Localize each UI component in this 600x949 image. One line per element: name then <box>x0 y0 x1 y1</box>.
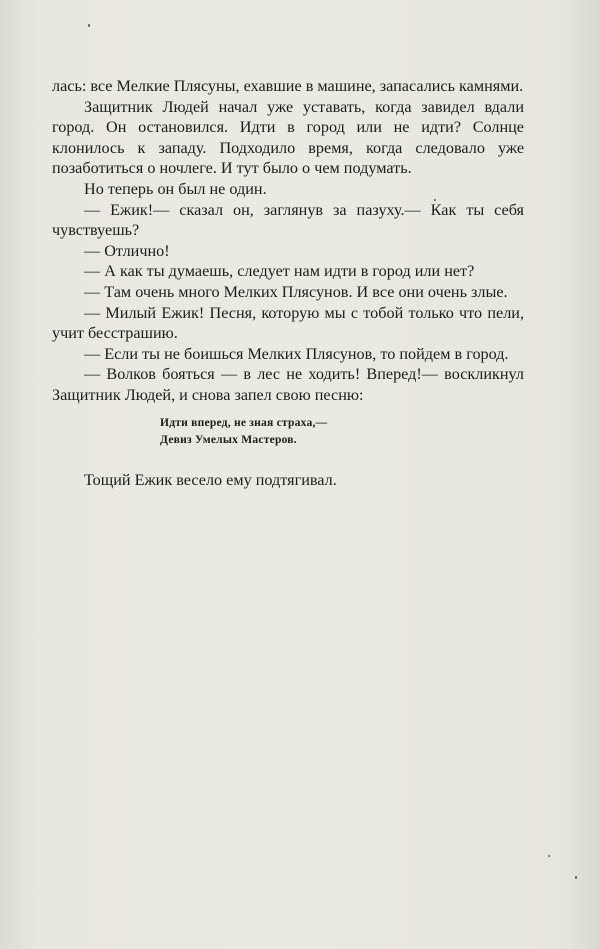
print-speck <box>575 876 577 879</box>
paragraph: Но теперь он был не один. <box>84 179 267 198</box>
print-speck <box>88 24 90 27</box>
verse-line: Идти вперед, не зная страха,— <box>160 415 328 429</box>
dialogue-line: — Ежик!— сказал он, заглянув за пазуху.— Как ты себя чувствуешь? <box>52 200 524 240</box>
closing-paragraph: Тощий Ежик весело ему подтягивал. <box>84 470 337 489</box>
verse-line: Девиз Умелых Мастеров. <box>160 432 297 446</box>
dialogue-line: — Волков бояться — в лес не ходить! Вперед!— воскликнул Защитник Людей, и снова запел свою песню: <box>52 365 524 404</box>
dialogue-line: — Милый Ежик! Песня, которую мы с тобой только что пели, учит бесстрашию. <box>52 303 524 343</box>
dialogue-line: — Там очень много Мелких Плясунов. И все они очень злые. <box>84 282 508 301</box>
print-speck <box>548 855 550 857</box>
dialogue-line: — Отлично! <box>84 241 170 260</box>
dialogue-line: — Если ты не боишься Мелких Плясунов, то пойдем в город. <box>84 344 509 363</box>
song-verse <box>160 414 524 448</box>
paragraph: Защитник Людей начал уже уставать, когда завидел вдали город. Он остановился. Идти в город или не идти? Солнце клонилось к западу. Подходило время, когда следовало уже позаботиться о ночлеге. И тут было о чем подумать. <box>52 97 524 178</box>
paragraph: лась: все Мелкие Плясуны, ехавшие в машине, запасались камнями. <box>52 77 524 95</box>
body-text <box>52 76 524 490</box>
dialogue-line: — А как ты думаешь, следует нам идти в город или нет? <box>84 262 475 281</box>
